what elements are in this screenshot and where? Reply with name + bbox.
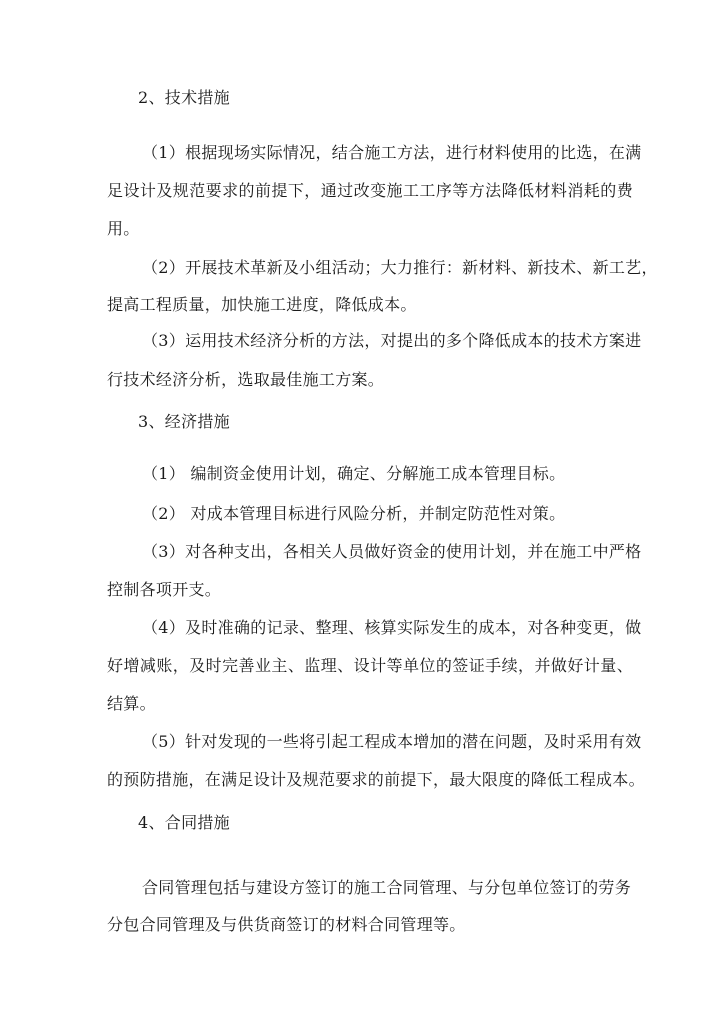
paragraph-line: （3）运用技术经济分析的方法，对提出的多个降低成本的技术方案进	[142, 331, 642, 350]
section-heading: 3、经济措施	[138, 412, 230, 431]
paragraph-line: 好增减账，及时完善业主、监理、设计等单位的签证手续，并做好计量、	[107, 656, 633, 675]
section-heading: 4、合同措施	[138, 813, 230, 832]
paragraph-line: （5）针对发现的一些将引起工程成本增加的潜在问题，及时采用有效	[142, 732, 642, 751]
paragraph-line: （2） 对成本管理目标进行风险分析，并制定防范性对策。	[142, 504, 566, 523]
paragraph-line: （2）开展技术革新及小组活动；大力推行：新材料、新技术、新工艺，	[142, 258, 658, 277]
paragraph-line: （1）根据现场实际情况，结合施工方法，进行材料使用的比选，在满	[142, 143, 642, 162]
paragraph-line: 足设计及规范要求的前提下，通过改变施工工序等方法降低材料消耗的费	[107, 181, 633, 200]
paragraph-line: 分包合同管理及与供货商签订的材料合同管理等。	[107, 915, 466, 934]
paragraph-line: 提高工程质量，加快施工进度，降低成本。	[107, 295, 417, 314]
section-heading: 2、技术措施	[138, 88, 230, 107]
paragraph-line: （4）及时准确的记录、整理、核算实际发生的成本，对各种变更，做	[142, 618, 642, 637]
paragraph-line: 用。	[107, 219, 140, 238]
paragraph-line: 行技术经济分析，选取最佳施工方案。	[107, 370, 385, 389]
paragraph-line: 结算。	[107, 694, 156, 713]
paragraph-line: 控制各项开支。	[107, 580, 222, 599]
paragraph-line: 合同管理包括与建设方签订的施工合同管理、与分包单位签订的劳务	[142, 878, 632, 897]
paragraph-line: 的预防措施，在满足设计及规范要求的前提下，最大限度的降低工程成本。	[107, 770, 645, 789]
paragraph-line: （3）对各种支出，各相关人员做好资金的使用计划，并在施工中严格	[142, 542, 642, 561]
paragraph-line: （1） 编制资金使用计划，确定、分解施工成本管理目标。	[142, 464, 566, 483]
